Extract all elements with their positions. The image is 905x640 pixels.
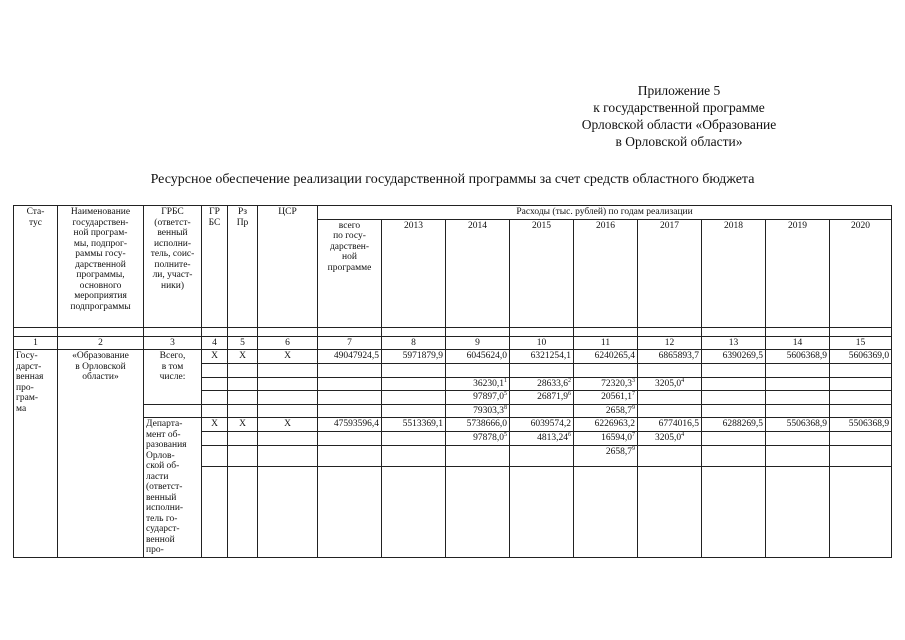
column-numbers-row [14, 336, 892, 350]
x-cell: Х [258, 350, 318, 364]
column-number: 12 [638, 336, 702, 350]
appendix-line-1: Приложение 5 [637, 83, 721, 98]
header-grbs-code: ГР БС [202, 206, 228, 328]
amount-cell: 5513369,1 [382, 418, 446, 432]
program-name-cell: «Образование в Орловской области» [58, 350, 144, 558]
column-number: 9 [446, 336, 510, 350]
x-cell: Х [202, 418, 228, 432]
table-row-sub3 [14, 404, 892, 418]
budget-table [13, 205, 892, 558]
amount-cell: 72320,3$^3$ [574, 377, 638, 391]
amount-cell: 6865893,7 [638, 350, 702, 364]
column-number: 14 [766, 336, 830, 350]
header-year: 2016 [574, 219, 638, 327]
status-cell: Госу- дарст- венная про- грам- ма [14, 350, 58, 558]
amount-cell: 6390269,5 [702, 350, 766, 364]
header-year: 2020 [830, 219, 892, 327]
header-csr: ЦСР [258, 206, 318, 328]
amount-cell: 6045624,0 [446, 350, 510, 364]
column-number: 11 [574, 336, 638, 350]
amount-cell: 79303,3$^8$ [446, 404, 510, 418]
all-label-cell: Всего, в том числе: [144, 350, 202, 405]
column-number: 1 [14, 336, 58, 350]
amount-cell: 2658,7$^9$ [574, 446, 638, 467]
amount-cell: 49047924,5 [318, 350, 382, 364]
column-number: 5 [228, 336, 258, 350]
department-label-cell: Департа- мент об- разования Орлов- ской об- ласти (ответст- венный исполни- тель го- сударст- венной про- [144, 418, 202, 558]
amount-cell: 5606368,9 [766, 350, 830, 364]
header-name: Наименование государствен- ной програм- мы, подпрог- раммы госу- дарственной программы, основного мероприятия подпрограммы [58, 206, 144, 328]
header-total: всего по госу- дарствен- ной программе [318, 219, 382, 327]
amount-cell: 5971879,9 [382, 350, 446, 364]
header-row-top [14, 206, 892, 220]
column-number: 4 [202, 336, 228, 350]
amount-cell: 6226963,2 [574, 418, 638, 432]
appendix-line-4: в Орловской области» [615, 134, 743, 149]
appendix-line-2: к государственной программе [593, 100, 765, 115]
column-number: 6 [258, 336, 318, 350]
amount-cell: 16594,0$^7$ [574, 432, 638, 446]
amount-cell: 3205,0$^4$ [638, 377, 702, 391]
table-row-total [14, 350, 892, 364]
amount-cell: 26871,9$^6$ [510, 391, 574, 405]
amount-cell: 97897,0$^5$ [446, 391, 510, 405]
amount-cell: 4813,24$^6$ [510, 432, 574, 446]
column-number: 3 [144, 336, 202, 350]
header-year: 2019 [766, 219, 830, 327]
column-number: 13 [702, 336, 766, 350]
amount-cell: 5738666,0 [446, 418, 510, 432]
header-year: 2013 [382, 219, 446, 327]
header-year: 2017 [638, 219, 702, 327]
amount-cell: 5606369,0 [830, 350, 892, 364]
x-cell: Х [228, 418, 258, 432]
document-title: Ресурсное обеспечение реализации государственной программы за счет средств областного бюджета [150, 172, 755, 187]
amount-cell: 20561,1$^7$ [574, 391, 638, 405]
header-grbs: ГРБС (ответст- венный исполни- тель, соис- полните- ли, участ- ники) [144, 206, 202, 328]
header-year: 2015 [510, 219, 574, 327]
amount-cell: 6288269,5 [702, 418, 766, 432]
amount-cell: 28633,6$^2$ [510, 377, 574, 391]
amount-cell: 2658,7$^9$ [574, 404, 638, 418]
header-gap [14, 327, 892, 336]
header-expenses: Расходы (тыс. рублей) по годам реализации [318, 206, 892, 220]
amount-cell: 47593596,4 [318, 418, 382, 432]
header-rzpr: Рз Пр [228, 206, 258, 328]
header-year: 2018 [702, 219, 766, 327]
appendix-header [549, 82, 809, 150]
column-number: 10 [510, 336, 574, 350]
amount-cell: 6774016,5 [638, 418, 702, 432]
column-number: 2 [58, 336, 144, 350]
table-row-department [14, 418, 892, 432]
amount-cell: 36230,1$^1$ [446, 377, 510, 391]
header-year: 2014 [446, 219, 510, 327]
column-number: 7 [318, 336, 382, 350]
x-cell: Х [202, 350, 228, 364]
amount-cell: 97878,0$^5$ [446, 432, 510, 446]
column-number: 8 [382, 336, 446, 350]
amount-cell: 6039574,2 [510, 418, 574, 432]
amount-cell: 6240265,4 [574, 350, 638, 364]
amount-cell: 5506368,9 [830, 418, 892, 432]
column-number: 15 [830, 336, 892, 350]
amount-cell: 3205,0$^4$ [638, 432, 702, 446]
header-status: Ста- тус [14, 206, 58, 328]
amount-cell: 6321254,1 [510, 350, 574, 364]
amount-cell: 5506368,9 [766, 418, 830, 432]
x-cell: Х [258, 418, 318, 432]
appendix-line-3: Орловской области «Образование [581, 117, 777, 132]
x-cell: Х [228, 350, 258, 364]
